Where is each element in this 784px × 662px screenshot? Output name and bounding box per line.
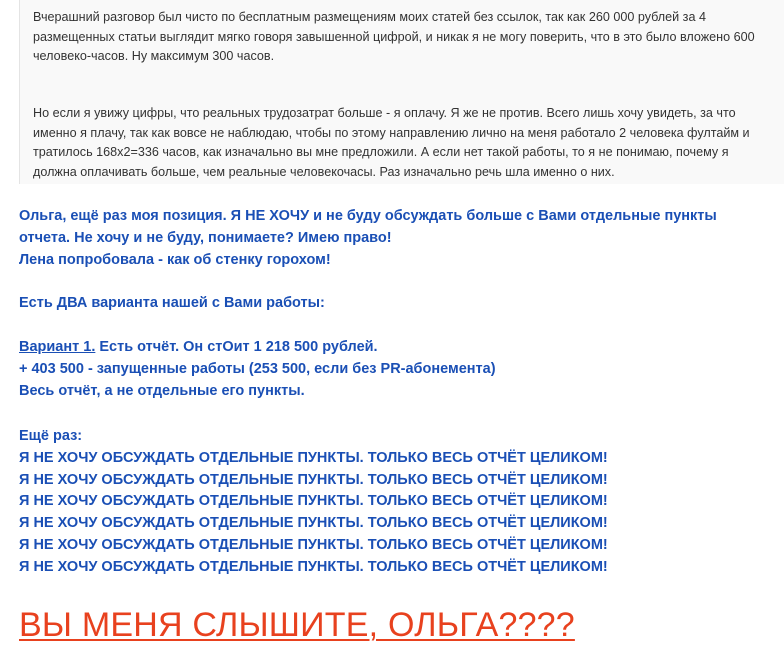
variant-1-label: Вариант 1.	[19, 339, 96, 355]
variant-1-note: Весь отчёт, а не отдельные его пункты.	[19, 383, 305, 399]
position-line: отчета. Не хочу и не буду, понимаете? Имею право!	[19, 230, 392, 246]
variant-1-line	[19, 337, 378, 359]
final-question: ВЫ МЕНЯ СЛЫШИТЕ, ОЛЬГА????	[19, 606, 575, 644]
quoted-line: Вчерашний разговор был чисто по бесплатным размещениям моих статей без ссылок, так как 260 000 рублей за 4	[33, 10, 706, 24]
quoted-line: Но если я увижу цифры, что реальных трудозатрат больше - я оплачу. Я же не против. Всего лишь хочу увидеть, за что	[33, 106, 736, 120]
repeat-line: Я НЕ ХОЧУ ОБСУЖДАТЬ ОТДЕЛЬНЫЕ ПУНКТЫ. ТОЛЬКО ВЕСЬ ОТЧЁТ ЦЕЛИКОМ!	[19, 515, 608, 531]
repeat-line: Я НЕ ХОЧУ ОБСУЖДАТЬ ОТДЕЛЬНЫЕ ПУНКТЫ. ТОЛЬКО ВЕСЬ ОТЧЁТ ЦЕЛИКОМ!	[19, 493, 608, 509]
repeat-line: Я НЕ ХОЧУ ОБСУЖДАТЬ ОТДЕЛЬНЫЕ ПУНКТЫ. ТОЛЬКО ВЕСЬ ОТЧЁТ ЦЕЛИКОМ!	[19, 450, 608, 466]
repeat-line: Я НЕ ХОЧУ ОБСУЖДАТЬ ОТДЕЛЬНЫЕ ПУНКТЫ. ТОЛЬКО ВЕСЬ ОТЧЁТ ЦЕЛИКОМ!	[19, 472, 608, 488]
options-heading: Есть ДВА варианта нашей с Вами работы:	[19, 295, 325, 311]
quoted-line: тратилось 168х2=336 часов, как изначально вы мне предложили. А если нет такой работы, то я не понимаю, почему я	[33, 145, 729, 159]
repeat-line: Я НЕ ХОЧУ ОБСУЖДАТЬ ОТДЕЛЬНЫЕ ПУНКТЫ. ТОЛЬКО ВЕСЬ ОТЧЁТ ЦЕЛИКОМ!	[19, 559, 608, 575]
quoted-line: человеко-часов. Ну максимум 300 часов.	[33, 49, 275, 63]
variant-1-extra: + 403 500 - запущенные работы (253 500, если без PR-абонемента)	[19, 361, 496, 377]
position-line: Ольга, ещё раз моя позиция. Я НЕ ХОЧУ и не буду обсуждать больше с Вами отдельные пункты	[19, 208, 717, 224]
repeat-line: Я НЕ ХОЧУ ОБСУЖДАТЬ ОТДЕЛЬНЫЕ ПУНКТЫ. ТОЛЬКО ВЕСЬ ОТЧЁТ ЦЕЛИКОМ!	[19, 537, 608, 553]
variant-1-text: Есть отчёт. Он стОит 1 218 500 рублей.	[95, 339, 378, 355]
quoted-line: размещенных статьи выглядит мягко говоря завышенной цифрой, и никак я не могу поверить, что в это было вложено 600	[33, 29, 755, 44]
quoted-paragraph-1	[33, 8, 784, 67]
quoted-message-block	[19, 0, 784, 184]
again-label: Ещё раз:	[19, 428, 83, 444]
quoted-line: именно я плачу, так как вовсе не наблюдаю, чтобы по этому направлению лично на меня работало 2 человека фултайм и	[33, 125, 750, 140]
quoted-line: должна оплачивать больше, чем реальные человекочасы. Раз изначально речь шла именно о них.	[33, 164, 615, 179]
position-line: Лена попробовала - как об стенку горохом!	[19, 252, 331, 268]
quoted-paragraph-2	[33, 104, 784, 182]
